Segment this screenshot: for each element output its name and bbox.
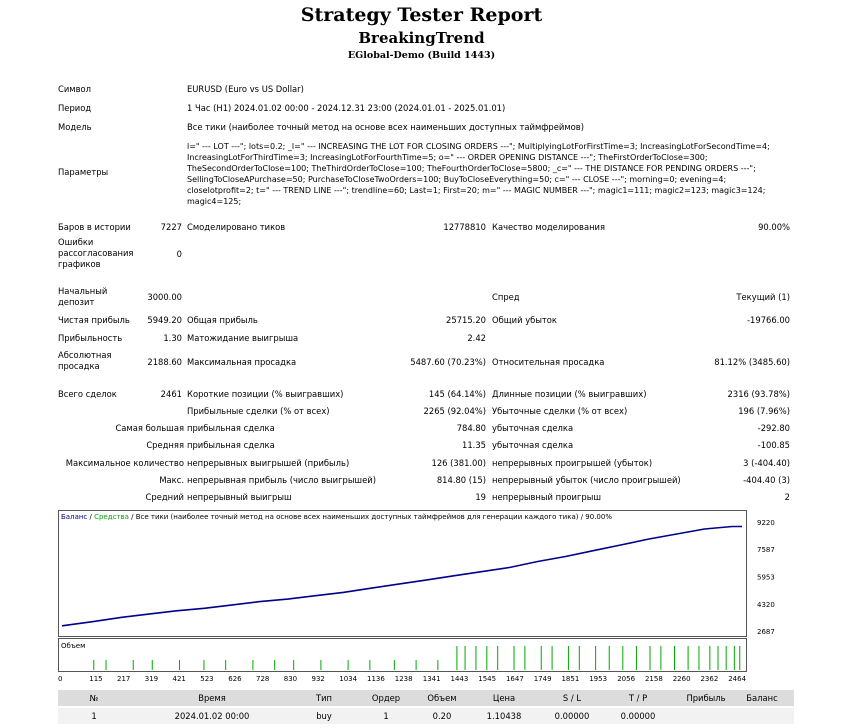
x-tick-label: 523 xyxy=(200,675,214,683)
chart-title-balance: Баланс xyxy=(61,513,88,521)
gross-loss-value: -19766.00 xyxy=(747,315,790,325)
largest-loss-label: убыточная сделка xyxy=(492,423,574,433)
volume-bar xyxy=(552,646,553,670)
max-drawdown-value: 5487.60 (70.23%) xyxy=(410,357,486,367)
short-positions-value: 145 (64.14%) xyxy=(428,389,486,399)
symbol-label: Символ xyxy=(58,84,92,94)
x-tick-label: 2056 xyxy=(617,675,636,683)
volume-bar xyxy=(456,646,457,670)
model-label: Модель xyxy=(58,122,92,132)
y-tick-label: 5953 xyxy=(757,573,775,582)
average-label: Средняя xyxy=(146,440,184,450)
long-positions-value: 2316 (93.78%) xyxy=(727,389,790,399)
x-tick-label: 217 xyxy=(117,675,131,683)
balance-chart xyxy=(58,510,794,684)
spread-value: Текущий (1) xyxy=(736,292,790,302)
volume-bar xyxy=(179,660,180,670)
table-cell: 0.00000 xyxy=(620,711,656,721)
gross-profit-label: Общая прибыль xyxy=(187,315,258,325)
volume-bar xyxy=(524,646,525,670)
x-tick-label: 1647 xyxy=(505,675,524,683)
avg-consecutive-wins-label: непрерывный выигрыш xyxy=(187,492,292,502)
chart-title-equity: Средства xyxy=(94,513,129,521)
volume-bar xyxy=(650,646,651,670)
column-header: Время xyxy=(198,693,226,703)
y-tick-label: 7587 xyxy=(757,546,775,555)
x-tick-label: 932 xyxy=(311,675,325,683)
max-wins-value: 126 (381.00) xyxy=(431,458,486,468)
volume-bar xyxy=(739,646,740,670)
x-tick-label: 1953 xyxy=(589,675,608,683)
rel-drawdown-value: 81.12% (3485.60) xyxy=(714,357,790,367)
x-tick-label: 1749 xyxy=(533,675,552,683)
x-tick-label: 2260 xyxy=(672,675,691,683)
column-header: S / L xyxy=(562,693,582,703)
x-tick-label: 2464 xyxy=(728,675,747,683)
table-row xyxy=(58,708,794,724)
volume-bar xyxy=(106,660,107,670)
avg-consecutive-label: Средний xyxy=(145,492,184,502)
max-label: Макс. xyxy=(159,475,184,485)
volume-bar xyxy=(568,646,569,670)
volume-bar xyxy=(595,646,596,670)
x-tick-label: 1851 xyxy=(561,675,580,683)
column-header: Баланс xyxy=(746,693,778,703)
volume-bar xyxy=(497,646,498,670)
column-header: Цена xyxy=(492,693,516,703)
x-tick-label: 1443 xyxy=(450,675,469,683)
errors-label: Ошибки рассогласования графиков xyxy=(58,237,134,269)
volume-bar xyxy=(416,660,417,670)
gross-loss-label: Общий убыток xyxy=(492,315,557,325)
errors-value: 0 xyxy=(176,249,182,259)
trades-table-header xyxy=(58,690,794,706)
long-positions-label: Длинные позиции (% выигравших) xyxy=(492,389,647,399)
volume-bar xyxy=(622,646,623,670)
column-header: T / P xyxy=(628,693,648,703)
server-name: EGlobal-Demo (Build 1443) xyxy=(347,50,496,61)
volume-bar xyxy=(152,660,153,670)
bars-label: Баров в истории xyxy=(58,222,131,232)
volume-bar xyxy=(293,660,294,670)
volume-bar xyxy=(726,646,727,670)
x-tick-label: 115 xyxy=(89,675,103,683)
x-tick-label: 626 xyxy=(228,675,242,683)
volume-bar xyxy=(688,646,689,670)
chart-title-rest: / Все тики (наиболее точный метод на основе всех наименьших доступных таймфреймов для генерации каждого тика) / 90.00% xyxy=(128,513,612,521)
loss-trades-label: Убыточные сделки (% от всех) xyxy=(492,406,628,416)
volume-bar xyxy=(514,646,515,670)
chart-title xyxy=(61,513,612,521)
average-loss-value: -100.85 xyxy=(757,440,790,450)
volume-label: Объем xyxy=(61,642,86,650)
x-tick-label: 421 xyxy=(172,675,186,683)
volume-bar xyxy=(698,646,699,670)
net-profit-value: 5949.20 xyxy=(147,315,182,325)
column-header: Ордер xyxy=(371,693,401,703)
x-tick-label: 0 xyxy=(58,675,63,683)
y-tick-label: 9220 xyxy=(757,519,775,527)
volume-bar xyxy=(541,646,542,670)
volume-bar xyxy=(674,646,675,670)
profit-trades-value: 2265 (92.04%) xyxy=(423,406,486,416)
profit-factor-value: 1.30 xyxy=(163,333,182,343)
column-header: Объем xyxy=(427,693,457,703)
x-tick-label: 1341 xyxy=(422,675,441,683)
volume-plot-frame xyxy=(59,639,747,672)
max-losses-value: 3 (-404.40) xyxy=(743,458,790,468)
volume-bar xyxy=(369,660,370,670)
volume-bar xyxy=(437,660,438,670)
params-value: l=" --- LOT ---"; lots=0.2; _l=" --- INCREASING THE LOT FOR CLOSING ORDERS ---"; MultiplyingLotForFirstTime=3; IncreasingLotForSecondTime=4; IncreasingLotForThirdTime=3; IncreasingLotForFourthTime=5; o=" --- ORDER OPENING DISTANCE ---"; TheFirstOrderToClose=300; TheSecondOrderToClose=100; TheThirdOrderToClose=100; TheFourthOrderToClose=5800; _c=" --- THE DISTANCE FOR PENDING ORDERS ---"; SellingToCloseAPurchase=50; PurchaseToCloseTwoOrders=100; BuyToCloseEverything=50; c=" --- CLOSE ---"; morning=0; evening=4; closelotprofit=2; t=" --- TREND LINE ---"; trendline=60; Last=1; First=20; m=" --- MAGIC NUMBER ---"; magic1=111; magic2=123; magic3=124; magic4=125; xyxy=(187,142,770,206)
average-profit-label: прибыльная сделка xyxy=(187,440,275,450)
x-tick-label: 1034 xyxy=(339,675,358,683)
max-consecutive-profit-label: непрерывная прибыль (число выигрышей) xyxy=(187,475,376,485)
main-plot-frame xyxy=(59,511,747,637)
net-profit-label: Чистая прибыль xyxy=(58,315,130,325)
volume-bar xyxy=(636,646,637,670)
max-wins-label: непрерывных выигрышей (прибыль) xyxy=(187,458,350,468)
gross-profit-value: 25715.20 xyxy=(446,315,486,325)
avg-consecutive-losses-value: 2 xyxy=(784,492,790,502)
column-header: Тип xyxy=(315,693,333,703)
x-tick-label: 1545 xyxy=(478,675,497,683)
volume-bar xyxy=(734,646,735,670)
table-cell: 1 xyxy=(383,711,389,721)
largest-label: Самая большая xyxy=(115,423,184,433)
total-trades-label: Всего сделок xyxy=(58,389,117,399)
x-tick-label: 728 xyxy=(256,675,270,683)
volume-bar xyxy=(486,646,487,670)
x-tick-label: 1136 xyxy=(366,675,385,683)
spread-label: Спред xyxy=(492,292,520,302)
volume-bar xyxy=(320,660,321,670)
avg-consecutive-losses-label: непрерывный проигрыш xyxy=(492,492,601,502)
volume-bar xyxy=(609,646,610,670)
total-trades-value: 2461 xyxy=(160,389,182,399)
chart-title-sep: / xyxy=(87,513,95,521)
max-consecutive-loss-value: -404.40 (3) xyxy=(743,475,790,485)
volume-bar xyxy=(394,660,395,670)
max-drawdown-label: Максимальная просадка xyxy=(187,357,297,367)
params-label: Параметры xyxy=(58,167,109,177)
max-count-label: Максимальное количество xyxy=(65,458,184,468)
short-positions-label: Короткие позиции (% выигравших) xyxy=(187,389,344,399)
max-losses-label: непрерывных проигрышей (убыток) xyxy=(492,458,653,468)
volume-bar xyxy=(203,660,204,670)
bars-value: 7227 xyxy=(160,222,182,232)
volume-bar xyxy=(709,646,710,670)
quality-label: Качество моделирования xyxy=(492,222,606,232)
ticks-value: 12778810 xyxy=(443,222,486,232)
table-cell: 0.20 xyxy=(432,711,452,721)
x-tick-label: 830 xyxy=(283,675,298,683)
volume-bar xyxy=(465,646,466,670)
expert-name: BreakingTrend xyxy=(358,29,485,47)
x-tick-label: 319 xyxy=(144,675,159,683)
average-loss-label: убыточная сделка xyxy=(492,440,574,450)
model-value: Все тики (наиболее точный метод на основе всех наименьших доступных таймфреймов) xyxy=(187,122,584,132)
period-label: Период xyxy=(58,103,92,113)
volume-bar xyxy=(579,646,580,670)
deposit-value: 3000.00 xyxy=(147,292,182,302)
volume-bar xyxy=(133,660,134,670)
table-cell: 2024.01.02 00:00 xyxy=(174,711,250,721)
y-tick-label: 4320 xyxy=(757,600,775,609)
expected-payoff-label: Матожидание выигрыша xyxy=(187,333,299,343)
largest-loss-value: -292.80 xyxy=(757,423,790,433)
profit-trades-label: Прибыльные сделки (% от всех) xyxy=(187,406,330,416)
volume-bar xyxy=(475,646,476,670)
abs-drawdown-value: 2188.60 xyxy=(147,357,182,367)
y-tick-label: 2687 xyxy=(757,628,775,636)
avg-consecutive-wins-value: 19 xyxy=(475,492,486,502)
report-title: Strategy Tester Report xyxy=(300,4,543,26)
max-consecutive-loss-label: непрерывный убыток (число проигрышей) xyxy=(492,475,681,485)
expected-payoff-value: 2.42 xyxy=(467,333,486,343)
x-tick-label: 2362 xyxy=(700,675,719,683)
period-value: 1 Час (H1) 2024.01.02 00:00 - 2024.12.31 23:00 (2024.01.01 - 2025.01.01) xyxy=(187,103,506,113)
x-tick-label: 2158 xyxy=(644,675,663,683)
volume-bar xyxy=(348,660,349,670)
column-header: Прибыль xyxy=(686,693,726,703)
symbol-value: EURUSD (Euro vs US Dollar) xyxy=(187,84,304,94)
table-cell: buy xyxy=(316,711,332,721)
ticks-label: Смоделировано тиков xyxy=(187,222,286,232)
average-profit-value: 11.35 xyxy=(462,440,486,450)
volume-bar xyxy=(225,660,226,670)
volume-bar xyxy=(718,646,719,670)
largest-profit-label: прибыльная сделка xyxy=(187,423,275,433)
volume-bar xyxy=(274,660,275,670)
column-header: № xyxy=(89,693,99,703)
loss-trades-value: 196 (7.96%) xyxy=(738,406,790,416)
rel-drawdown-label: Относительная просадка xyxy=(492,357,605,367)
table-cell: 0.00000 xyxy=(554,711,590,721)
largest-profit-value: 784.80 xyxy=(456,423,486,433)
volume-bar xyxy=(660,646,661,670)
table-cell: 1.10438 xyxy=(486,711,522,721)
max-consecutive-profit-value: 814.80 (15) xyxy=(436,475,486,485)
volume-bar xyxy=(93,660,94,670)
table-cell: 1 xyxy=(91,711,97,721)
abs-drawdown-label: Абсолютная просадка xyxy=(58,350,112,371)
quality-value: 90.00% xyxy=(758,222,790,232)
volume-bar xyxy=(252,660,253,670)
profit-factor-label: Прибыльность xyxy=(58,333,123,343)
x-tick-label: 1238 xyxy=(394,675,413,683)
deposit-label: Начальный депозит xyxy=(58,286,108,307)
